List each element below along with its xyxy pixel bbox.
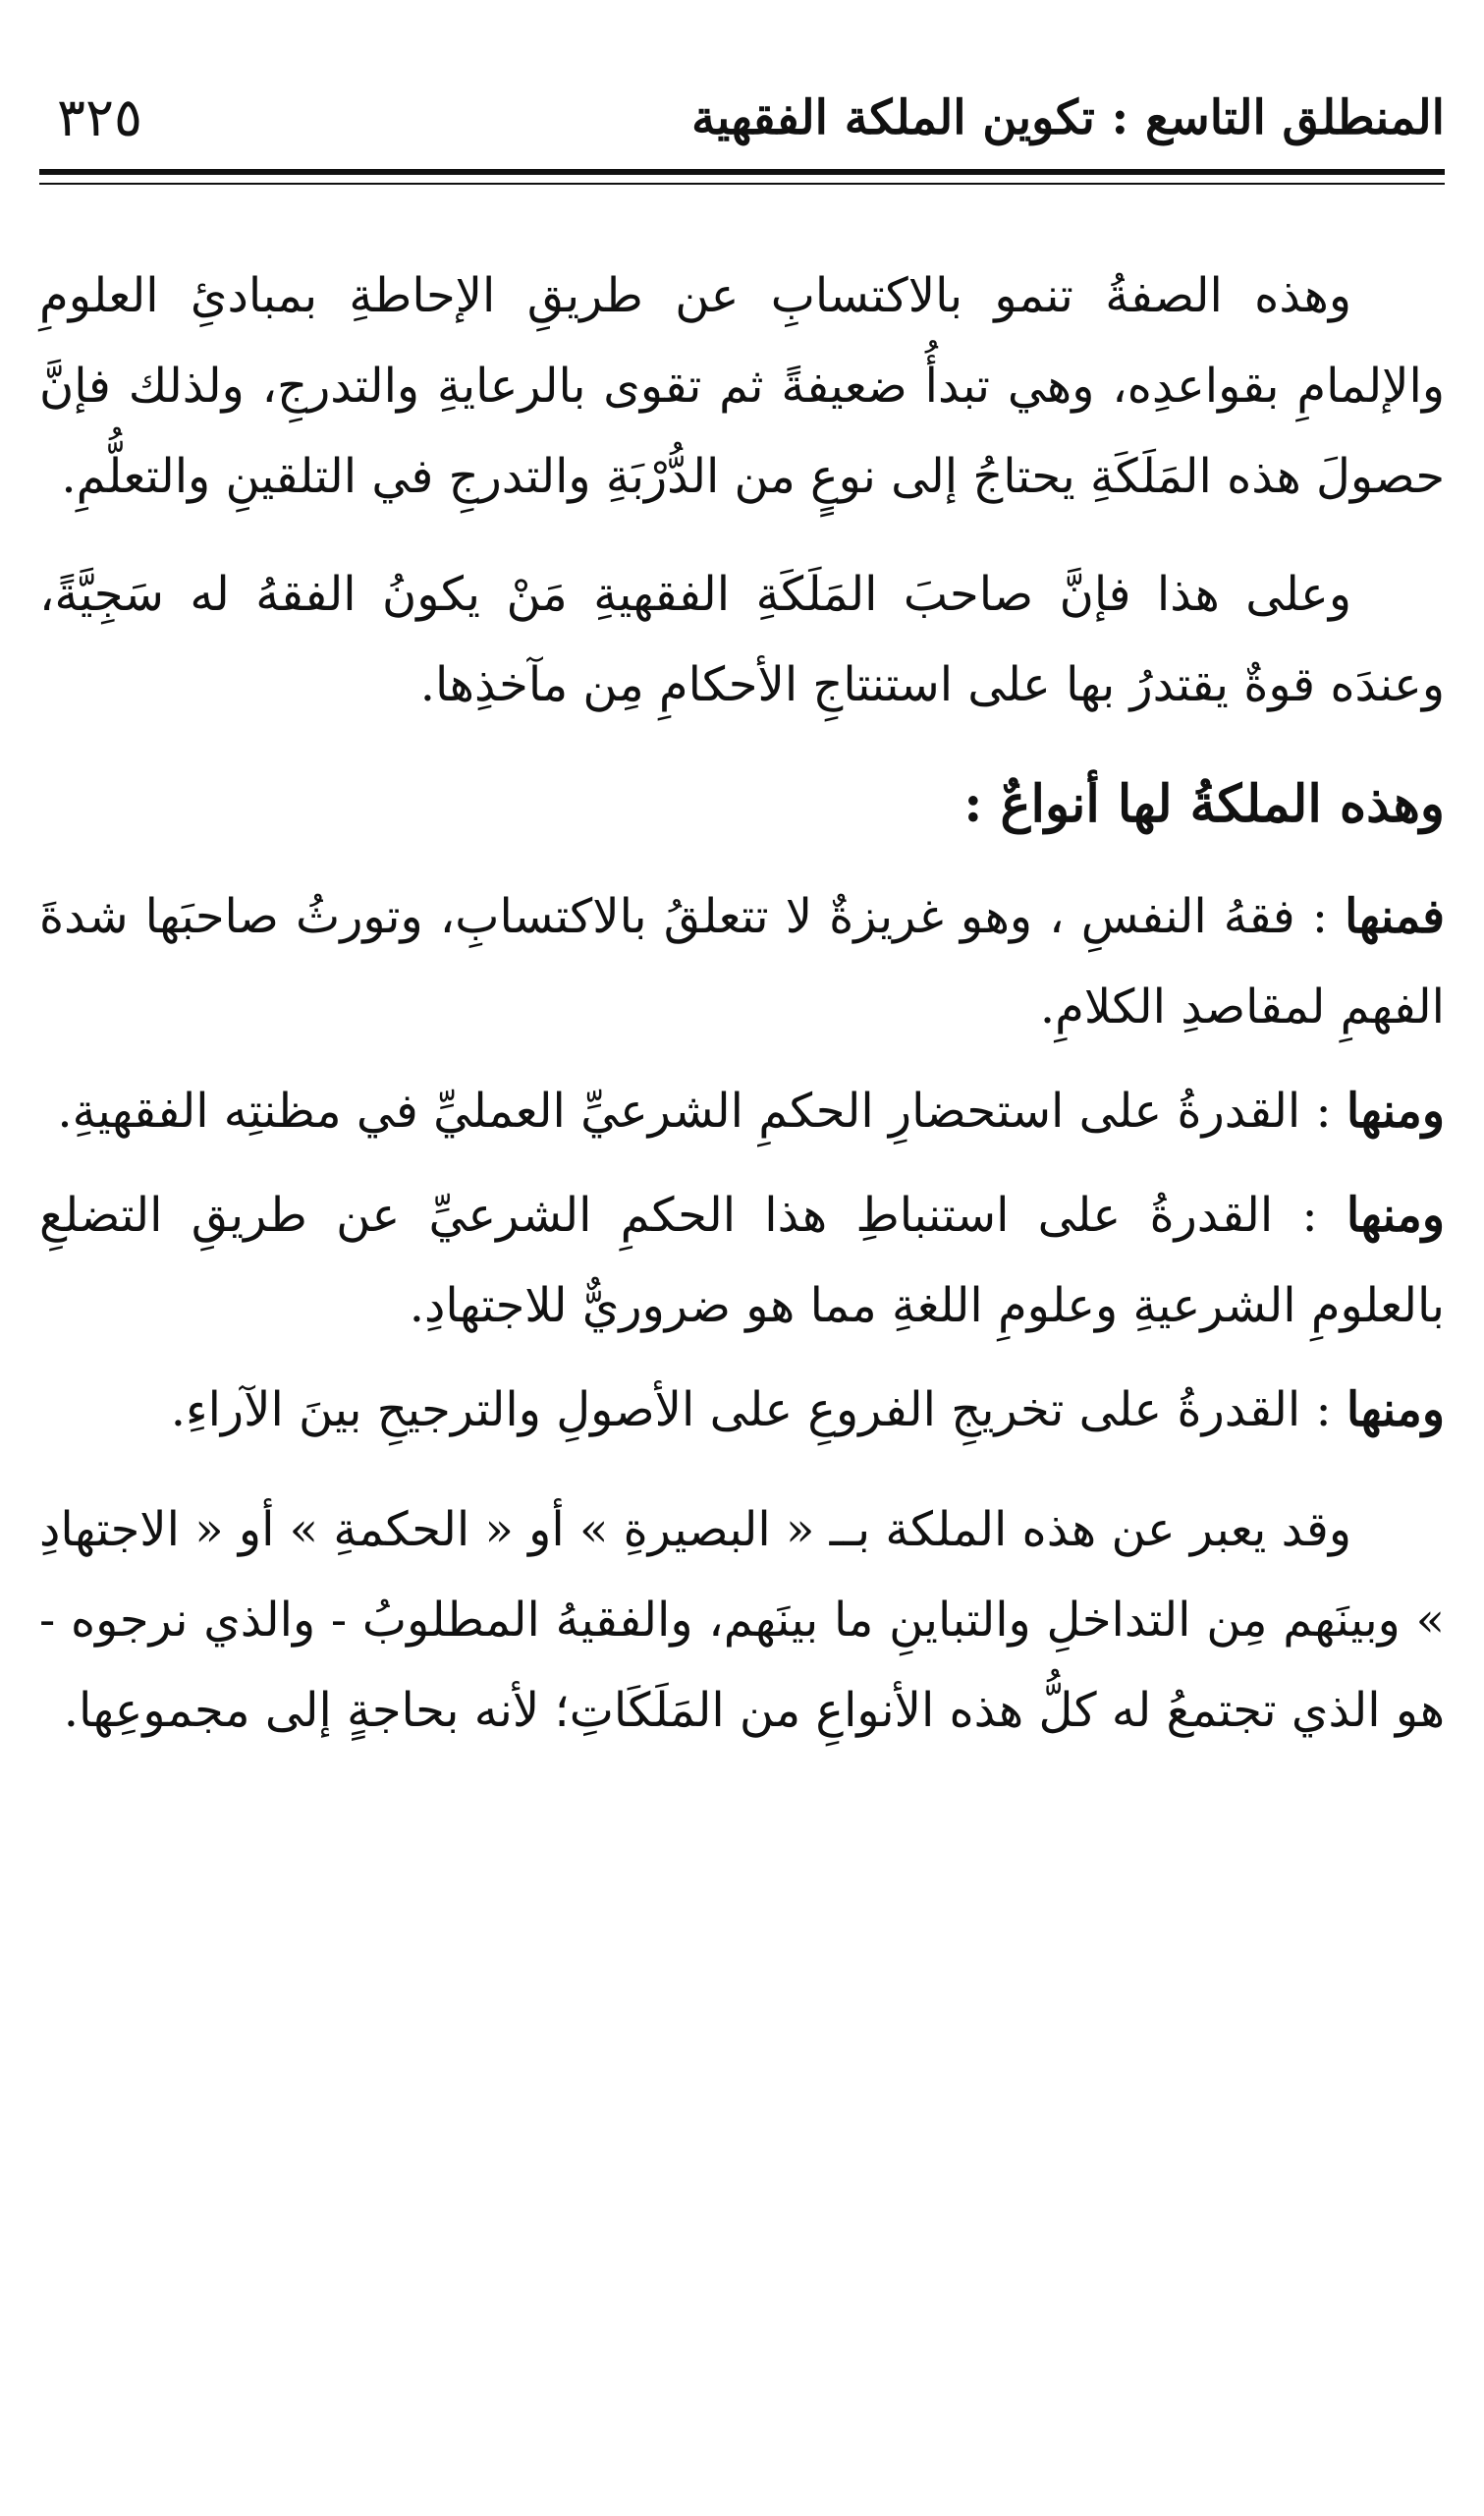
list-item: [39, 1170, 1445, 1351]
item-label: ومنها: [1346, 1188, 1446, 1243]
item-separator: :: [1300, 1382, 1347, 1437]
page-number: ٣٢٥: [57, 86, 143, 148]
item-text: القدرةُ على استحضارِ الحكمِ الشرعيِّ العمليِّ في مظنتِه الفقهيةِ.: [57, 1084, 1301, 1139]
item-text: فقهُ النفسِ ، وهو غريزةٌ لا تتعلقُ بالاكتسابِ، وتورثُ صاحبَها شدةَ الفهمِ لمقاصدِ الكلامِ.: [39, 889, 1445, 1034]
section-heading: وهذه الملكةُ لها أنواعٌ :: [963, 774, 1445, 834]
list-item: [39, 1066, 1445, 1156]
header-rule-thin: [39, 183, 1445, 185]
types-list: [39, 871, 1445, 1455]
item-separator: :: [1300, 1084, 1347, 1139]
header-rule-thick: [39, 169, 1445, 175]
list-item: [39, 1365, 1445, 1455]
item-separator: :: [1273, 1188, 1347, 1243]
item-label: ومنها: [1346, 1382, 1445, 1437]
item-label: فمنها: [1345, 889, 1446, 944]
page-body: [39, 251, 1445, 1756]
page-header: [39, 86, 1445, 159]
item-separator: :: [1294, 889, 1346, 944]
list-item: [39, 871, 1445, 1052]
item-text: القدرةُ على استنباطِ هذا الحكمِ الشرعيِّ عن طريقِ التضلعِ بالعلومِ الشرعيةِ وعلومِ اللغةِ مما هو ضروريٌّ للاجتهادِ.: [39, 1188, 1445, 1333]
paragraph-3: وقد يعبر عن هذه الملكة بــ « البصيرةِ » أو « الحكمةِ » أو « الاجتهادِ » وبينَهم مِن التداخلِ والتباينِ ما بينَهم، والفقيهُ المطلوبُ - والذي نرجوه - هو الذي تجتمعُ له كلُّ هذه الأنواعِ من المَلَكَاتِ؛ لأنه بحاجةٍ إلى مجموعِها.: [39, 1502, 1445, 1738]
paragraph-2: وعلى هذا فإنَّ صاحبَ المَلَكَةِ الفقهيةِ مَنْ يكونُ الفقهُ له سَجِيَّةً، وعندَه قوةٌ يقتدرُ بها على استنتاجِ الأحكامِ مِن مآخذِها.: [39, 567, 1445, 712]
item-text: القدرةُ على تخريجِ الفروعِ على الأصولِ والترجيحِ بينَ الآراءِ.: [170, 1382, 1301, 1437]
running-title: المنطلق التاسع : تكوين الملكة الفقهية: [691, 90, 1445, 145]
paragraph-1: وهذه الصفةُ تنمو بالاكتسابِ عن طريقِ الإحاطةِ بمبادئِ العلومِ والإلمامِ بقواعدِه، وهي تبدأُ ضعيفةً ثم تقوى بالرعايةِ والتدرجِ، ولذلك فإنَّ حصولَ هذه المَلَكَةِ يحتاجُ إلى نوعٍ من الدُّرْبَةِ والتدرجِ في التلقينِ والتعلُّمِ.: [39, 268, 1445, 504]
item-label: ومنها: [1346, 1084, 1445, 1139]
